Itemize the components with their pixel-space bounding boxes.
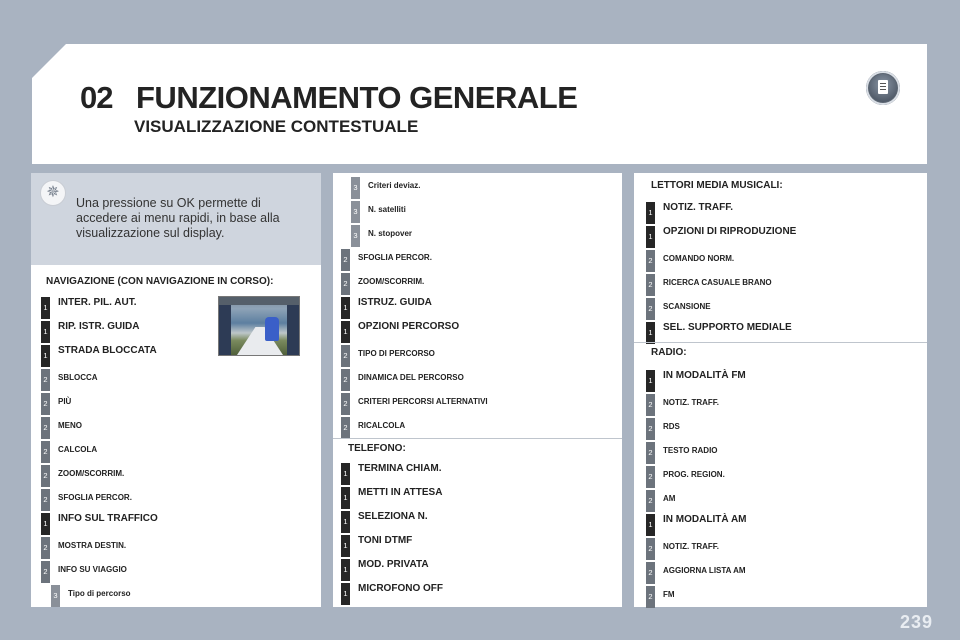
menu-item: [341, 417, 601, 439]
menu-level-badge: 2: [646, 586, 655, 608]
page-number: 239: [900, 612, 934, 632]
menu-item-label: MOSTRA DESTIN.: [58, 541, 127, 550]
menu-item-label: NOTIZ. TRAFF.: [663, 398, 719, 407]
menu-item-label: AM: [663, 494, 676, 503]
menu-item: [351, 177, 611, 199]
menu-item-label: ISTRUZ. GUIDA: [358, 297, 432, 308]
menu-item: [646, 514, 906, 536]
menu-item: [341, 369, 601, 391]
menu-level-badge: 2: [41, 489, 50, 511]
menu-item: [41, 441, 301, 463]
menu-item-label: STRADA BLOCCATA: [58, 345, 157, 356]
menu-item-label: INFO SUL TRAFFICO: [58, 513, 158, 524]
menu-item: [646, 562, 906, 584]
menu-item-label: SFOGLIA PERCOR.: [58, 493, 132, 502]
menu-item-label: NOTIZ. TRAFF.: [663, 202, 733, 213]
menu-item-label: ZOOM/SCORRIM.: [58, 469, 125, 478]
menu-item: [646, 586, 906, 608]
menu-item: [646, 442, 906, 464]
menu-level-badge: 1: [41, 321, 50, 343]
menu-level-badge: 3: [51, 585, 60, 607]
menu-level-badge: 2: [341, 417, 350, 439]
menu-item: [341, 487, 601, 509]
menu-item-label: TONI DTMF: [358, 535, 413, 546]
menu-level-badge: 1: [341, 463, 350, 485]
menu-item: [646, 394, 906, 416]
menu-level-badge: 1: [341, 535, 350, 557]
menu-item: [646, 250, 906, 272]
menu-level-badge: 1: [341, 321, 350, 343]
menu-item: [41, 465, 301, 487]
menu-level-badge: 1: [646, 514, 655, 536]
menu-item-label: FM: [663, 590, 675, 599]
menu-item: [51, 585, 311, 607]
menu-level-badge: 2: [646, 418, 655, 440]
menu-item: [341, 463, 601, 485]
menu-item-label: TERMINA CHIAM.: [358, 463, 442, 474]
menu-item-label: METTI IN ATTESA: [358, 487, 443, 498]
menu-item-label: SELEZIONA N.: [358, 511, 428, 522]
menu-item: [351, 225, 611, 247]
section-heading-radio: RADIO:: [651, 347, 687, 358]
menu-level-badge: 1: [41, 513, 50, 535]
menu-item: [646, 202, 906, 224]
menu-item: [41, 513, 301, 535]
menu-item: [41, 537, 301, 559]
info-note-text: Una pressione su OK permette di accedere ai menu rapidi, in base alla visualizzazione sul display.: [76, 196, 280, 240]
menu-item: [646, 490, 906, 512]
menu-item: [41, 417, 301, 439]
menu-item-label: TESTO RADIO: [663, 446, 718, 455]
menu-item-label: N. stopover: [368, 229, 413, 238]
menu-item-label: OPZIONI PERCORSO: [358, 321, 460, 332]
menu-level-badge: 2: [646, 466, 655, 488]
menu-item: [646, 298, 906, 320]
menu-item-label: AGGIORNA LISTA AM: [663, 566, 746, 575]
menu-level-badge: 2: [41, 465, 50, 487]
menu-item-label: INTER. PIL. AUT.: [58, 297, 137, 308]
divider: [634, 342, 927, 343]
menu-level-badge: 1: [646, 202, 655, 224]
menu-item-label: PROG. REGION.: [663, 470, 725, 479]
menu-level-badge: 2: [41, 417, 50, 439]
menu-level-badge: 1: [341, 559, 350, 581]
menu-item: [41, 345, 301, 367]
menu-level-badge: 2: [341, 393, 350, 415]
menu-level-badge: 2: [646, 442, 655, 464]
section-heading-media: LETTORI MEDIA MUSICALI:: [651, 180, 783, 191]
menu-item-label: SCANSIONE: [663, 302, 711, 311]
menu-level-badge: 2: [41, 393, 50, 415]
menu-level-badge: 3: [351, 201, 360, 223]
menu-item: [646, 274, 906, 296]
menu-item: [341, 535, 601, 557]
menu-level-badge: 2: [646, 562, 655, 584]
menu-item: [341, 345, 601, 367]
menu-item-label: COMANDO NORM.: [663, 254, 735, 263]
menu-item-label: N. satelliti: [368, 205, 406, 214]
menu-level-badge: 3: [351, 225, 360, 247]
menu-level-badge: 2: [646, 394, 655, 416]
menu-item: [341, 249, 601, 271]
menu-level-badge: 1: [41, 345, 50, 367]
menu-item: [646, 466, 906, 488]
menu-item-label: RICALCOLA: [358, 421, 406, 430]
menu-item-label: CALCOLA: [58, 445, 98, 454]
menu-item-label: SEL. SUPPORTO MEDIALE: [663, 322, 792, 333]
menu-item-label: MOD. PRIVATA: [358, 559, 429, 570]
divider: [333, 438, 622, 439]
menu-item: [41, 489, 301, 511]
menu-item-label: INFO SU VIAGGIO: [58, 565, 127, 574]
menu-level-badge: 2: [41, 537, 50, 559]
menu-item: [341, 273, 601, 295]
menu-level-badge: 2: [646, 490, 655, 512]
menu-level-badge: 1: [341, 511, 350, 533]
menu-item-label: PIÙ: [58, 397, 72, 406]
menu-level-badge: 1: [341, 583, 350, 605]
menu-level-badge: 2: [341, 273, 350, 295]
menu-level-badge: 2: [646, 274, 655, 296]
menu-item-label: Criteri deviaz.: [368, 181, 421, 190]
menu-level-badge: 3: [351, 177, 360, 199]
menu-item: [341, 559, 601, 581]
menu-item-label: CRITERI PERCORSI ALTERNATIVI: [358, 397, 488, 406]
menu-level-badge: 2: [41, 561, 50, 583]
menu-item: [41, 321, 301, 343]
menu-level-badge: 2: [41, 441, 50, 463]
menu-item-label: RDS: [663, 422, 680, 431]
menu-item-label: RIP. ISTR. GUIDA: [58, 321, 140, 332]
menu-item: [646, 226, 906, 248]
menu-item: [341, 511, 601, 533]
menu-item: [341, 321, 601, 343]
menu-item-label: TIPO DI PERCORSO: [358, 349, 435, 358]
menu-item-label: OPZIONI DI RIPRODUZIONE: [663, 226, 797, 237]
menu-item-label: RICERCA CASUALE BRANO: [663, 278, 772, 287]
page-title: FUNZIONAMENTO GENERALE: [136, 80, 578, 115]
menu-item-label: IN MODALITÀ FM: [663, 370, 746, 381]
chapter-number: 02: [80, 80, 113, 115]
menu-item-label: SFOGLIA PERCOR.: [358, 253, 432, 262]
menu-item: [41, 297, 301, 319]
menu-item: [646, 322, 906, 344]
page-subtitle: VISUALIZZAZIONE CONTESTUALE: [134, 117, 419, 136]
menu-level-badge: 2: [341, 369, 350, 391]
menu-item-label: NOTIZ. TRAFF.: [663, 542, 719, 551]
menu-item-label: SBLOCCA: [58, 373, 98, 382]
menu-level-badge: 2: [646, 538, 655, 560]
menu-level-badge: 1: [646, 226, 655, 248]
section-heading-telefono: TELEFONO:: [348, 443, 406, 454]
menu-level-badge: 2: [41, 369, 50, 391]
menu-item-label: MENO: [58, 421, 82, 430]
menu-item: [41, 561, 301, 583]
menu-level-badge: 1: [41, 297, 50, 319]
menu-item: [646, 418, 906, 440]
menu-item: [41, 369, 301, 391]
menu-item-label: Tipo di percorso: [68, 589, 131, 598]
menu-item: [351, 201, 611, 223]
menu-item-label: ZOOM/SCORRIM.: [358, 277, 425, 286]
menu-level-badge: 1: [646, 370, 655, 392]
menu-level-badge: 1: [646, 322, 655, 344]
menu-item-label: MICROFONO OFF: [358, 583, 443, 594]
menu-item: [341, 297, 601, 319]
menu-item-label: IN MODALITÀ AM: [663, 514, 747, 525]
menu-item: [41, 393, 301, 415]
menu-item: [646, 538, 906, 560]
menu-level-badge: 1: [341, 297, 350, 319]
menu-item-label: DINAMICA DEL PERCORSO: [358, 373, 464, 382]
sun-icon: [40, 180, 66, 206]
menu-item: [341, 583, 601, 605]
document-icon: [866, 71, 900, 105]
menu-level-badge: 2: [646, 250, 655, 272]
section-heading-navigation: NAVIGAZIONE (CON NAVIGAZIONE IN CORSO):: [46, 276, 274, 287]
menu-level-badge: 2: [341, 249, 350, 271]
menu-level-badge: 1: [341, 487, 350, 509]
menu-level-badge: 2: [341, 345, 350, 367]
menu-level-badge: 2: [646, 298, 655, 320]
menu-item: [646, 370, 906, 392]
menu-item: [341, 393, 601, 415]
